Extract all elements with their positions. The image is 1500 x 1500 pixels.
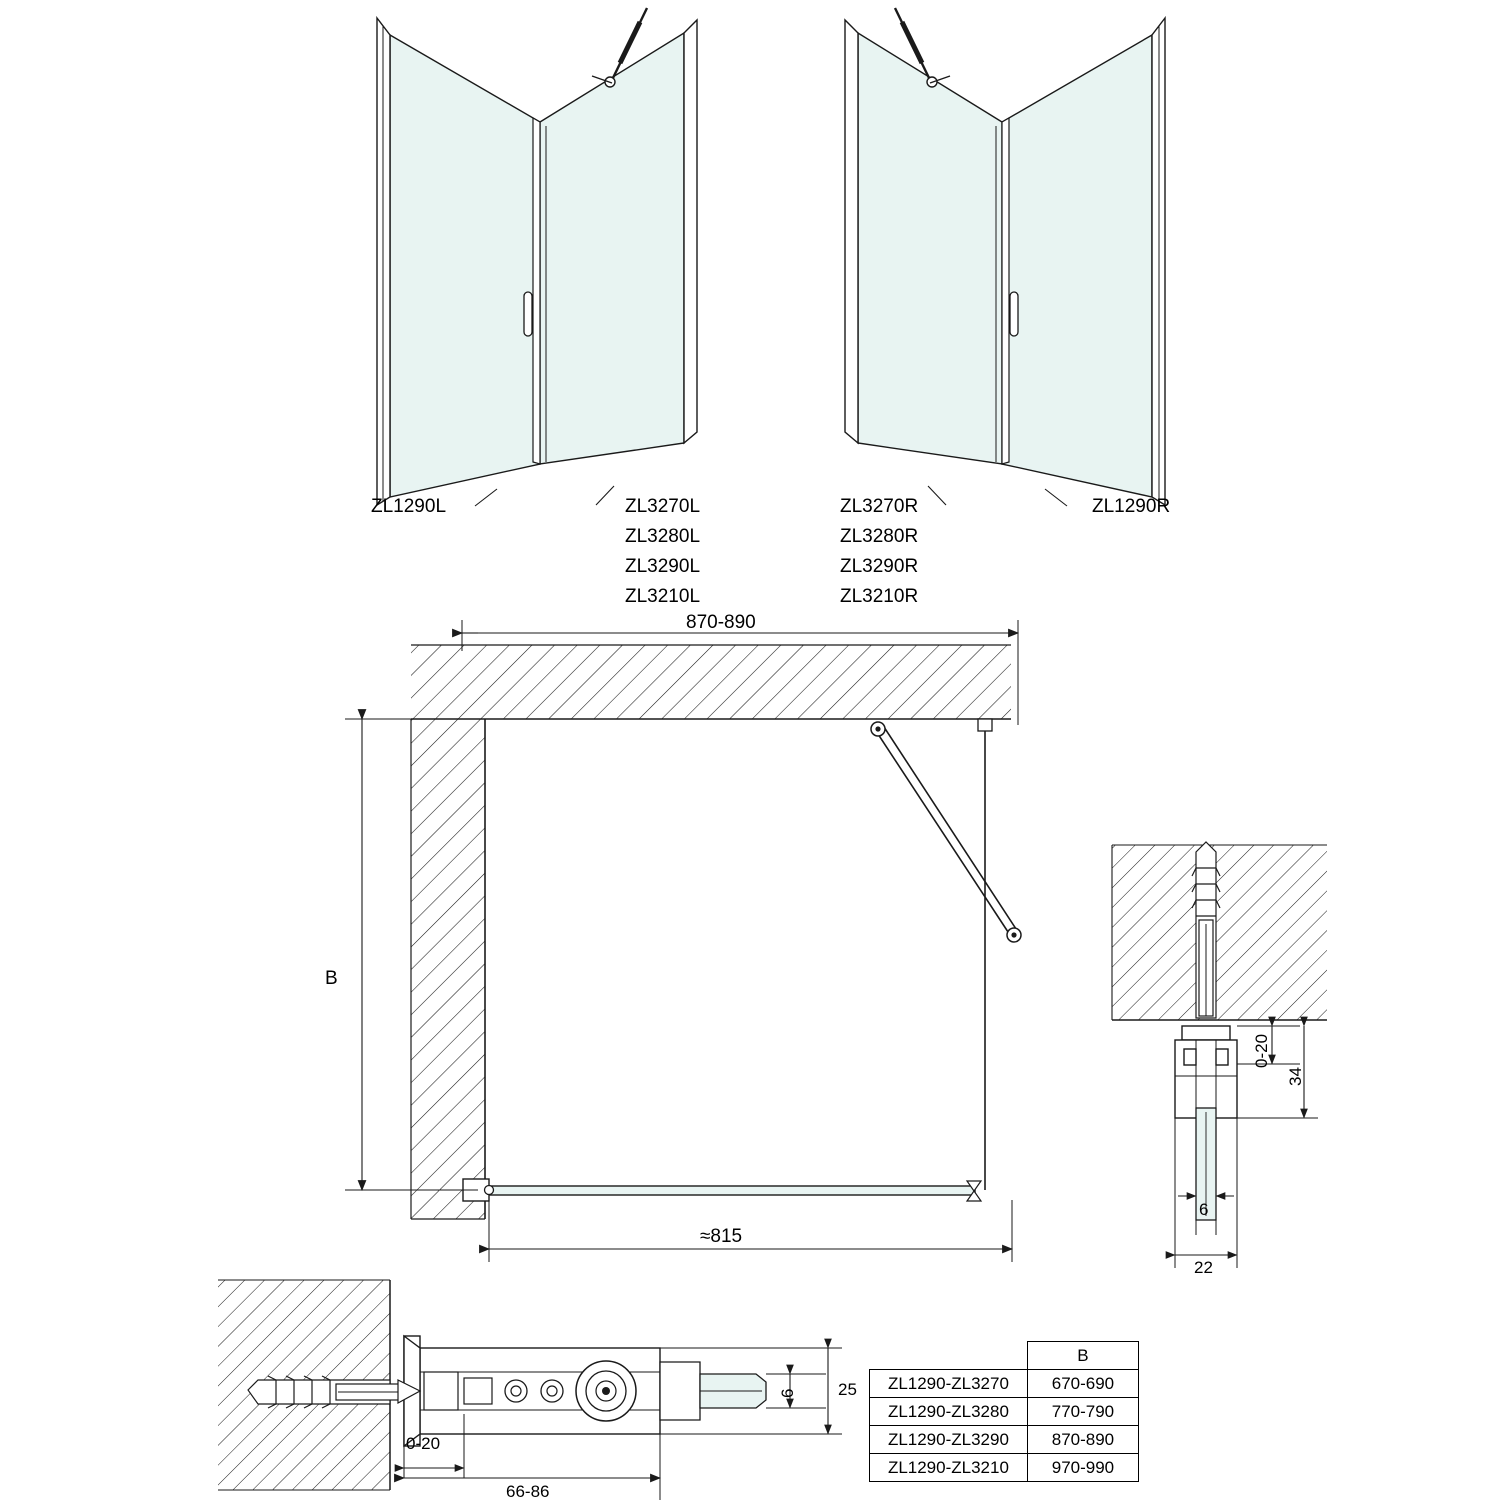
iso-left-leaders [475, 486, 614, 506]
label-zl3280r: ZL3280R [840, 526, 919, 547]
table-cell-model: ZL1290-ZL3210 [870, 1454, 1028, 1482]
table-row [870, 1426, 1139, 1454]
table-cell-model: ZL1290-ZL3270 [870, 1370, 1028, 1398]
wall-fixing-detail [218, 1280, 842, 1500]
table-row [870, 1398, 1139, 1426]
dim-profile-glass: 6 [1199, 1200, 1209, 1219]
dim-fixing-length: 66-86 [506, 1482, 550, 1500]
label-zl3210l: ZL3210L [625, 586, 701, 607]
label-zl3280l: ZL3280L [625, 526, 701, 547]
dim-fixing-height: 25 [838, 1380, 857, 1399]
table-header-b: B [1027, 1342, 1138, 1370]
label-zl1290l: ZL1290L [371, 496, 447, 517]
dim-profile-adjust: 0-20 [1252, 1033, 1271, 1068]
iso-right-enclosure [845, 8, 1165, 505]
dim-plan-left-b: B [325, 968, 338, 989]
dim-plan-bottom: ≈815 [700, 1226, 743, 1247]
table-cell-b: 770-790 [1027, 1398, 1138, 1426]
label-zl3210r: ZL3210R [840, 586, 919, 607]
table-cell-b: 870-890 [1027, 1426, 1138, 1454]
dimension-table [869, 1341, 1139, 1477]
iso-right-leaders [928, 486, 1067, 506]
table-cell-b: 970-990 [1027, 1454, 1138, 1482]
table-cell-model: ZL1290-ZL3280 [870, 1398, 1028, 1426]
plan-view [345, 620, 1021, 1262]
label-zl1290r: ZL1290R [1092, 496, 1171, 517]
dim-fixing-adjust: 0-20 [406, 1434, 441, 1453]
iso-left-enclosure [377, 8, 697, 505]
table-header-blank [870, 1342, 1028, 1370]
table-row [870, 1454, 1139, 1482]
dim-fixing-glass: 6 [778, 1388, 797, 1398]
dim-plan-top: 870-890 [686, 612, 756, 633]
table-cell-b: 670-690 [1027, 1370, 1138, 1398]
label-zl3270l: ZL3270L [625, 496, 701, 517]
profile-cross-section [1112, 842, 1327, 1268]
dim-profile-width: 22 [1194, 1258, 1213, 1277]
label-zl3290l: ZL3290L [625, 556, 701, 577]
table-cell-model: ZL1290-ZL3290 [870, 1426, 1028, 1454]
label-zl3270r: ZL3270R [840, 496, 919, 517]
dim-profile-height: 34 [1286, 1067, 1305, 1086]
label-zl3290r: ZL3290R [840, 556, 919, 577]
table-row [870, 1370, 1139, 1398]
